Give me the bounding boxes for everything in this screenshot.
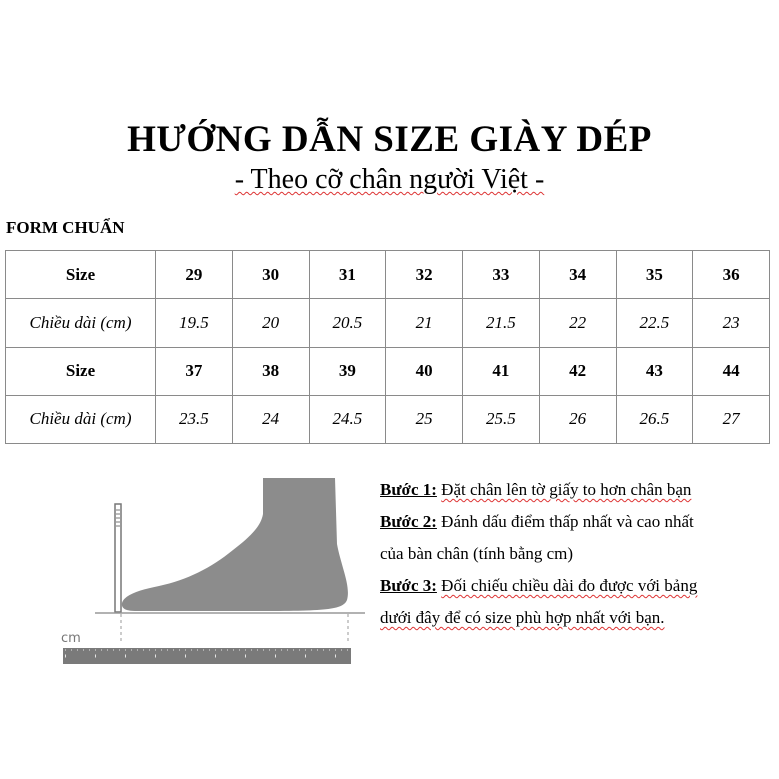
page-title: HƯỚNG DẪN SIZE GIÀY DÉP [127, 119, 652, 160]
table-cell: 31 [309, 251, 386, 299]
table-cell: 23 [693, 299, 770, 347]
form-label: FORM CHUẨN [6, 218, 125, 237]
foot-icon [122, 478, 348, 611]
step-2-text: Đánh dấu điểm thấp nhất và cao nhất [441, 512, 694, 531]
table-cell: 35 [616, 251, 693, 299]
subtitle-text: - Theo cỡ chân người Việt - [234, 164, 545, 195]
step-3 [380, 570, 775, 602]
table-cell: 42 [539, 347, 616, 395]
table-cell: 38 [232, 347, 309, 395]
instruction-steps [380, 474, 775, 634]
step-2-cont [380, 538, 775, 570]
table-cell: 25.5 [463, 395, 540, 443]
table-row [6, 299, 770, 347]
table-cell: 22 [539, 299, 616, 347]
table-cell: 32 [386, 251, 463, 299]
table-cell: 26.5 [616, 395, 693, 443]
ruler-icon [63, 648, 351, 664]
row-header: Size [6, 347, 156, 395]
step-2-text-cont: của bàn chân (tính bằng cm) [380, 544, 574, 563]
table-cell: 24 [232, 395, 309, 443]
table-cell: 37 [156, 347, 233, 395]
table-cell: 23.5 [156, 395, 233, 443]
step-2 [380, 506, 775, 538]
table-cell: 44 [693, 347, 770, 395]
table-cell: 21.5 [463, 299, 540, 347]
table-cell: 27 [693, 395, 770, 443]
step-3-cont [380, 602, 775, 634]
table-cell: 29 [156, 251, 233, 299]
table-cell: 40 [386, 347, 463, 395]
measuring-rod-icon [115, 504, 121, 612]
step-3-label: Bước 3: [380, 576, 437, 595]
table-cell: 36 [693, 251, 770, 299]
table-cell: 26 [539, 395, 616, 443]
step-1-label: Bước 1: [380, 480, 437, 499]
table-cell: 22.5 [616, 299, 693, 347]
page-subtitle [0, 164, 779, 196]
step-2-label: Bước 2: [380, 512, 437, 531]
table-cell: 41 [463, 347, 540, 395]
table-cell: 21 [386, 299, 463, 347]
ruler-unit-label: cm [61, 631, 81, 646]
table-cell: 34 [539, 251, 616, 299]
row-header: Chiều dài (cm) [6, 395, 156, 443]
table-row [6, 347, 770, 395]
table-cell: 25 [386, 395, 463, 443]
table-cell: 30 [232, 251, 309, 299]
table-cell: 43 [616, 347, 693, 395]
step-3-text: Đối chiếu chiều dài đo được với bảng [441, 576, 698, 595]
step-1 [380, 474, 775, 506]
step-1-text: Đặt chân lên tờ giấy to hơn chân bạn [441, 480, 692, 499]
table-row [6, 395, 770, 443]
size-table [5, 250, 770, 444]
table-cell: 33 [463, 251, 540, 299]
table-cell: 20 [232, 299, 309, 347]
row-header: Chiều dài (cm) [6, 299, 156, 347]
step-3-text-cont: dưới đây để có size phù hợp nhất với bạn. [380, 608, 665, 627]
row-header: Size [6, 251, 156, 299]
foot-measurement-illustration [55, 474, 365, 674]
table-cell: 24.5 [309, 395, 386, 443]
table-cell: 39 [309, 347, 386, 395]
table-row [6, 251, 770, 299]
table-cell: 19.5 [156, 299, 233, 347]
table-cell: 20.5 [309, 299, 386, 347]
